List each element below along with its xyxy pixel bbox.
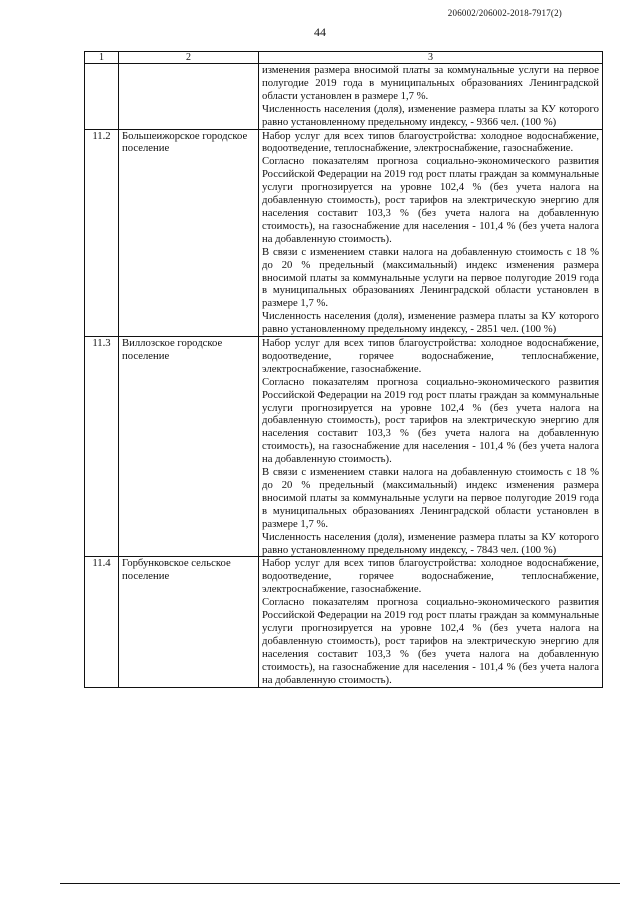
table-row: [85, 337, 603, 557]
tariff-description: [259, 337, 603, 557]
page-bottom-rule: [60, 883, 620, 884]
header-col-2: 2: [119, 52, 259, 64]
description-paragraph: Численность населения (доля), изменение размера платы за КУ которого равно установленному предельному индексу, - 7843 чел. (100 %): [262, 530, 599, 556]
table-row: [85, 64, 603, 130]
table-row: [85, 557, 603, 687]
page-number: 44: [314, 25, 326, 39]
description-paragraph: В связи с изменением ставки налога на добавленную стоимость с 18 % до 20 % предельный (максимальный) индекс изменения размера вносимой платы за коммунальные услуги на первое полугодие 2019 года в муниципальных образованиях Ленинградской области установлен в размере 1,7 %.: [262, 245, 599, 310]
header-col-1: 1: [85, 52, 119, 64]
settlement-name: [119, 64, 259, 130]
table-row: [85, 129, 603, 337]
description-paragraph: Набор услуг для всех типов благоустройства: холодное водоснабжение, водоотведение, теплоснабжение, электроснабжение, газоснабжение.: [262, 129, 599, 155]
description-paragraph: В связи с изменением ставки налога на добавленную стоимость с 18 % до 20 % предельный (максимальный) индекс изменения размера вносимой платы за коммунальные услуги на первое полугодие 2019 года в муниципальных образованиях Ленинградской области установлен в размере 1,7 %.: [262, 466, 599, 530]
description-paragraph: Численность населения (доля), изменение размера платы за КУ которого равно установленному предельному индексу, - 2851 чел. (100 %): [262, 310, 599, 336]
tariff-description: [259, 557, 603, 687]
table-header-row: [85, 52, 603, 64]
description-paragraph: Численность населения (доля), изменение размера платы за КУ которого равно установленному предельному индексу, - 9366 чел. (100 %): [262, 102, 599, 128]
settlement-name: Большеижорское городское поселение: [119, 129, 259, 337]
row-number: 11.3: [85, 337, 119, 557]
tariff-description: [259, 129, 603, 337]
description-paragraph: Согласно показателям прогноза социально-экономического развития Российской Федерации на 2019 год рост платы граждан за коммунальные услуги прогнозируется на уровне 102,4 % (без учета налога на добавленную стоимость), рост тарифов на электрическую энергию для населения составит 103,3 % (без учета налога на добавленную стоимость), на газоснабжение для населения - 101,4 % (без учета налога на добавленную стоимость).: [262, 155, 599, 245]
tariff-description: [259, 64, 603, 130]
tariff-table: [84, 51, 603, 688]
row-number: [85, 64, 119, 130]
settlement-name: Горбунковское сельское поселение: [119, 557, 259, 687]
settlement-name: Виллозское городское поселение: [119, 337, 259, 557]
row-number: 11.2: [85, 129, 119, 337]
header-col-3: 3: [259, 52, 603, 64]
description-paragraph: Набор услуг для всех типов благоустройства: холодное водоснабжение, водоотведение, горячее водоснабжение, теплоснабжение, электроснабжение, газоснабжение.: [262, 337, 599, 375]
row-number: 11.4: [85, 557, 119, 687]
description-paragraph: изменения размера вносимой платы за коммунальные услуги на первое полугодие 2019 года в муниципальных образованиях Ленинградской области установлен в размере 1,7 %.: [262, 64, 599, 102]
description-paragraph: Набор услуг для всех типов благоустройства: холодное водоснабжение, водоотведение, горячее водоснабжение, теплоснабжение, электроснабжение, газоснабжение.: [262, 557, 599, 596]
document-number: 206002/206002-2018-7917(2): [447, 8, 562, 18]
description-paragraph: Согласно показателям прогноза социально-экономического развития Российской Федерации на 2019 год рост платы граждан за коммунальные услуги прогнозируется на уровне 102,4 % (без учета налога на добавленную стоимость), рост тарифов на электрическую энергию для населения составит 103,3 % (без учета налога на добавленную стоимость), на газоснабжение для населения - 101,4 % (без учета налога на добавленную стоимость).: [262, 596, 599, 686]
description-paragraph: Согласно показателям прогноза социально-экономического развития Российской Федерации на 2019 год рост платы граждан за коммунальные услуги прогнозируется на уровне 102,4 % (без учета налога на добавленную стоимость), рост тарифов на электрическую энергию для населения составит 103,3 % (без учета налога на добавленную стоимость), на газоснабжение для населения - 101,4 % (без учета налога на добавленную стоимость).: [262, 375, 599, 466]
